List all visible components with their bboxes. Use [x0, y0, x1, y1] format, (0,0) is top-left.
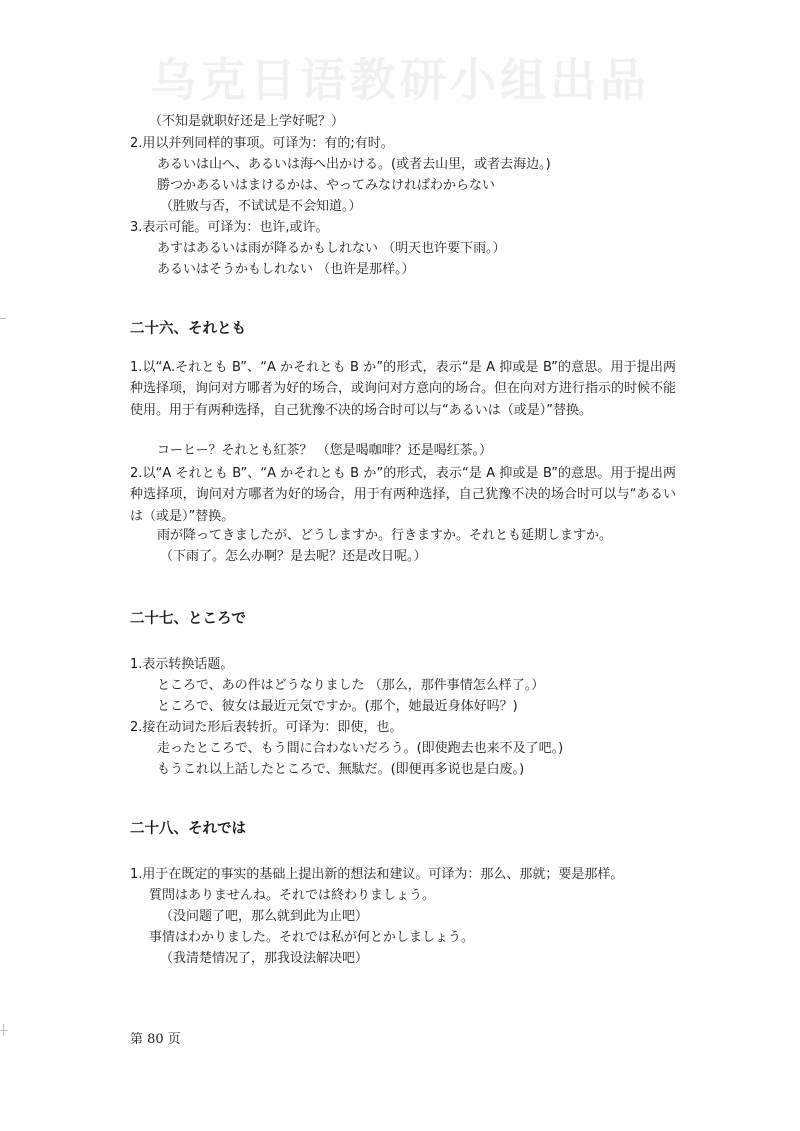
watermark: 乌克日语教研小组出品	[150, 53, 650, 107]
text-line: （不知是就职好还是上学好呢？）	[149, 114, 345, 129]
example-line: ところで、彼女は最近元気ですか。(那个，她最近身体好吗？)	[157, 699, 518, 714]
section-heading-27: 二十七、ところで	[130, 611, 246, 627]
text-line: 1.表示转换话题。	[130, 657, 234, 672]
translation-line: （下雨了。怎么办啊？是去呢？还是改日呢。）	[160, 549, 427, 564]
text-line: 2.用以并列同样的事项。可译为：有的;有时。	[130, 136, 394, 151]
example-line: あるいはそうかもしれない （也许是那样。）	[157, 262, 415, 277]
example-line: 質問はありませんね。それでは終わりましょう。	[149, 888, 436, 903]
example-line: あるいは山へ、あるいは海へ出かける。(或者去山里，或者去海边。)	[157, 157, 551, 172]
translation-line: （我清楚情况了，那我设法解决吧）	[160, 951, 369, 966]
example-line: コーヒー？それとも紅茶？ （您是喝咖啡？还是喝红茶。）	[157, 443, 493, 458]
scan-mark	[0, 318, 6, 319]
example-line: ところで、あの件はどうなりました （那么，那件事情怎么样了。）	[157, 678, 545, 693]
section-heading-26: 二十六、それとも	[130, 321, 246, 337]
example-line: 走ったところで、もう間に合わないだろう。(即使跑去也来不及了吧。)	[157, 741, 564, 756]
text-line: 1.用于在既定的事实的基础上提出新的想法和建议。可译为：那么、那就；要是那样。	[130, 867, 624, 882]
scan-mark	[3, 1024, 4, 1036]
translation-line: （没问题了吧，那么就到此为止吧）	[160, 909, 369, 924]
example-line: 勝つかあるいはまけるかは、やってみなければわからない	[157, 178, 496, 193]
example-line: 事情はわかりました。それでは私が何とかしましょう。	[149, 930, 475, 945]
section-heading-28: 二十八、それでは	[130, 821, 246, 837]
example-line: もうこれ以上話したところで、無駄だ。(即便再多说也是白废。)	[157, 762, 525, 777]
translation-line: （胜败与否，不试试是不会知道。）	[160, 199, 362, 214]
paragraph: 2.以“A それとも B”、“A かそれとも B か”的形式，表示“是 A 抑或是 B”的意思。用于提出两种选择项，询问对方哪者为好的场合，用于有两种选择，自己犹豫不决的场合时可以与“あるいは（或是）”替换。	[130, 466, 676, 524]
page-number: 第 80 页	[130, 1032, 181, 1047]
text-line: 3.表示可能。可译为：也许,或许。	[130, 220, 329, 235]
paragraph: 1.以“A.それとも B”、“A かそれとも B か”的形式，表示“是 A 抑或是 B”的意思。用于提出两种选择项，询问对方哪者为好的场合，或询问对方意向的场合。但在向对方进行指示的时候不能使用。用于有两种选择，自己犹豫不决的场合时可以与“あるいは（或是）”替换。	[130, 360, 677, 418]
example-line: 雨が降ってきましたが、どうしますか。行きますか。それとも延期しますか。	[157, 528, 613, 543]
example-line: あすはあるいは雨が降るかもしれない （明天也许要下雨。）	[157, 241, 506, 256]
scan-mark	[0, 1030, 8, 1031]
text-line: 2.接在动词た形后表转折。可译为：即使，也。	[130, 720, 403, 735]
